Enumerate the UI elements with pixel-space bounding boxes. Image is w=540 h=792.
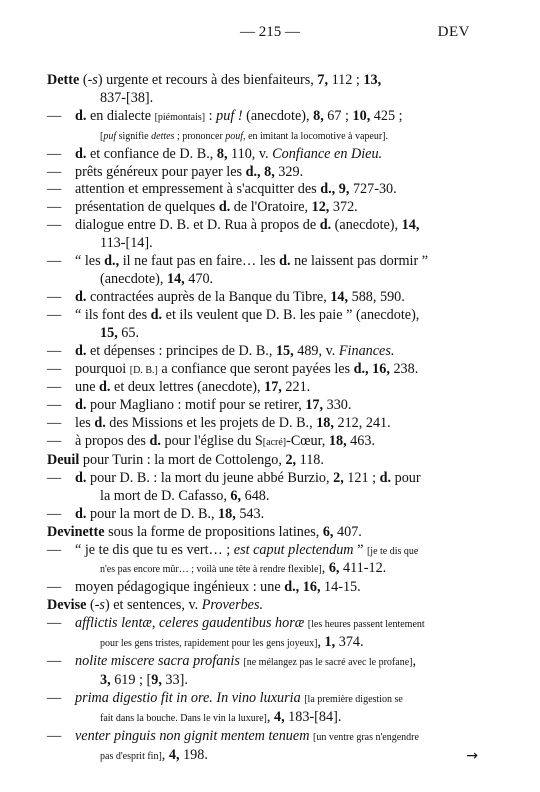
subentry: — afflictis lentæ, celeres gaudentibus horæ [les heures passent lentement — [47, 615, 425, 632]
subentry: — moyen pédagogique ingénieux : une d., 16, 14-15. — [47, 579, 361, 596]
volume-ref: d. — [379, 469, 392, 486]
text-run: ) urgente et recours à des bienfaiteurs, — [97, 72, 318, 88]
text-run: prêts généreux pour payer les — [75, 163, 246, 180]
volume-ref: 1, — [324, 634, 336, 651]
text-run: , — [412, 653, 417, 669]
text-run: 221. — [281, 379, 311, 396]
subentry: — nolite miscere sacra profanis [ne mélangez pas le sacré avec le profane], — [47, 653, 417, 669]
text-run: pour D. B. : la mort du jeune abbé Burzio, — [86, 469, 334, 486]
editorial-note: [piémontais] — [154, 111, 206, 123]
running-head: DEV — [437, 24, 470, 40]
subentry: — prima digestio fit in ore. In vino luxuria [la première digestion se — [47, 689, 403, 706]
volume-ref: 10, — [352, 107, 371, 124]
text-run: une — [75, 379, 100, 396]
editorial-note: [je te dis que — [366, 545, 419, 557]
note-line — [47, 127, 478, 146]
text-run: des Missions et les projets de D. B., — [105, 415, 317, 432]
italic-text: Finances. — [338, 342, 395, 359]
italic-text: prima digestio fit in ore. In vino luxuria — [75, 689, 301, 706]
volume-ref: d. — [75, 107, 87, 124]
editorial-note: n'es pas encore mûr… ; voilà une tête à rendre flexible] — [100, 564, 322, 576]
editorial-note: signifie — [116, 130, 152, 142]
subentry: — venter pinguis non gignit mentem tenuem [un ventre gras n'engendre — [47, 727, 419, 744]
text-run: 489, v. — [293, 342, 339, 359]
volume-ref: 18, — [218, 505, 236, 522]
subentry: — d. contractées auprès de la Banque du Tibre, 14, 588, 590. — [47, 288, 405, 305]
editorial-note: [ — [100, 130, 104, 142]
text-run: 112 ; — [328, 72, 364, 88]
text-run: pour la mort de D. B., — [86, 505, 219, 522]
editorial-note: [ne mélangez pas le sacré avec le profane] — [243, 657, 413, 668]
text-run: 118. — [296, 452, 324, 469]
text-run: ne laissent pas dormir ” — [290, 253, 429, 270]
volume-ref: 6, — [328, 560, 340, 577]
subentry: — d. pour D. B. : la mort du jeune abbé Burzio, 2, 121 ; d. pour — [47, 469, 421, 486]
text-run: attention et empressement à s'acquitter des — [75, 181, 321, 198]
index-body — [47, 72, 478, 765]
text-run: , — [321, 560, 329, 577]
continuation-line — [47, 325, 478, 343]
volume-ref: d. — [218, 199, 231, 216]
italic-text: Confiance en Dieu. — [272, 145, 383, 162]
page-number: — 215 — — [240, 24, 300, 40]
text-run: ) et sentences, v. — [104, 597, 202, 614]
entry-dette — [47, 72, 478, 452]
editorial-note: puf — [103, 130, 117, 142]
text-run: 329. — [274, 163, 304, 180]
volume-ref: d. — [149, 433, 161, 450]
text-run: , — [317, 634, 325, 651]
volume-ref: d. — [99, 379, 111, 396]
volume-ref: 6, — [322, 523, 334, 540]
headword-line — [47, 597, 478, 615]
entry-devinette — [47, 524, 478, 598]
volume-ref: 9, — [151, 671, 162, 688]
continuation-line — [47, 634, 478, 653]
volume-ref: Deuil — [47, 452, 80, 469]
subentry: — d. et dépenses : principes de D. B., 15, 489, v. Finances. — [47, 342, 395, 359]
text-run: de l'Oratoire, — [230, 199, 312, 216]
text-run: pourquoi — [75, 360, 130, 377]
volume-ref: d. — [319, 217, 332, 234]
volume-ref: 14, — [166, 270, 185, 287]
volume-ref: 18, — [316, 415, 334, 432]
text-run: 727-30. — [349, 181, 397, 198]
text-run: (anecdote), — [242, 107, 314, 124]
text-run: contractées auprès de la Banque du Tibre, — [86, 288, 331, 305]
text-run: 33]. — [161, 671, 188, 688]
volume-ref: Devinette — [47, 523, 105, 540]
volume-ref: 18, — [328, 433, 347, 450]
text-run: 543. — [235, 505, 265, 522]
volume-ref: d. — [75, 145, 87, 162]
italic-text: -s — [94, 597, 105, 614]
volume-ref: 13, — [363, 72, 382, 88]
text-run: pour Turin : la mort de Cottolengo, — [79, 452, 286, 469]
text-run: et deux lettres (anecdote), — [110, 379, 265, 396]
editorial-note: [les heures passent lentement — [307, 619, 425, 631]
text-run: 411-12. — [339, 560, 387, 577]
editorial-note: en imitant la locomotive à vapeur]. — [245, 130, 389, 142]
volume-ref: d., — [104, 253, 120, 270]
italic-text: Proverbes. — [201, 597, 264, 614]
volume-ref: d., — [320, 181, 336, 198]
volume-ref: 6, — [230, 487, 242, 504]
text-run: 425 ; — [370, 107, 403, 124]
text-run: et ils veulent que D. B. les paie ” (anecdote), — [162, 306, 420, 323]
subentry: — d. et confiance de D. B., 8, 110, v. Confiance en Dieu. — [47, 145, 383, 162]
text-run: ( — [79, 72, 88, 88]
text-run: , — [161, 746, 169, 763]
volume-ref: 7, — [317, 72, 329, 88]
volume-ref: d. — [75, 505, 87, 522]
text-run: ( — [86, 597, 95, 614]
italic-text: puf ! — [216, 107, 243, 124]
editorial-note: pour les gens tristes, rapidement pour les gens joyeux] — [100, 638, 318, 650]
volume-ref: 17, — [305, 397, 324, 414]
text-run: les — [75, 415, 95, 432]
text-run: il ne faut pas en faire… les — [119, 253, 280, 270]
volume-ref: 15, — [100, 324, 118, 341]
text-run: et confiance de D. B., — [86, 145, 217, 162]
text-run: dialogue entre D. B. et D. Rua à propos de — [75, 217, 320, 234]
text-run: -Cœur, — [286, 433, 329, 450]
volume-ref: 14, — [401, 217, 420, 234]
text-run: pour l'église du S — [160, 433, 263, 450]
text-run: pour Magliano : motif pour se retirer, — [86, 397, 306, 414]
continuation-line — [47, 90, 478, 108]
volume-ref: 15, — [275, 342, 294, 359]
editorial-note: [la première digestion se — [304, 693, 403, 705]
text-run: a confiance que seront payées les — [157, 360, 354, 377]
subentry: — les d. des Missions et les projets de D. B., 18, 212, 241. — [47, 415, 391, 432]
editorial-note: pas d'esprit fin] — [100, 750, 162, 762]
text-run: 238. — [389, 360, 419, 377]
volume-ref: 2, — [285, 452, 297, 469]
editorial-note: [acré] — [262, 437, 287, 449]
continuation-line — [47, 488, 478, 506]
text-run: 65. — [117, 324, 140, 341]
continuation-line — [47, 271, 478, 289]
continuation-line — [47, 672, 478, 690]
text-run: 470. — [184, 270, 214, 287]
text-run: moyen pédagogique ingénieux : une — [75, 579, 285, 596]
text-run: , — [266, 708, 274, 725]
text-run: (anecdote), — [331, 217, 402, 234]
text-run: “ je te dis que tu es vert… ; — [75, 541, 234, 558]
editorial-note: ; prononcer — [174, 130, 226, 142]
subentry: — “ les d., il ne faut pas en faire… les d. ne laissent pas dormir ” — [47, 253, 429, 270]
italic-text: nolite miscere sacra profanis — [75, 653, 240, 669]
subentry: — à propos des d. pour l'église du S[acré]-Cœur, 18, 463. — [47, 433, 375, 450]
volume-ref: 16, — [302, 579, 321, 596]
text-run: 463. — [346, 433, 375, 450]
volume-ref: 17, — [264, 379, 282, 396]
text-run: 110, v. — [227, 145, 273, 162]
text-run: à propos des — [75, 433, 150, 450]
italic-text: venter pinguis non gignit mentem tenuem — [75, 727, 310, 744]
text-run: : — [205, 107, 217, 124]
subentry: — d. en dialecte [piémontais] : puf ! (anecdote), 8, 67 ; 10, 425 ; — [47, 107, 403, 124]
text-run: (anecdote), — [100, 270, 167, 287]
text-run: la mort de D. Cafasso, — [100, 487, 231, 504]
text-run: pour — [391, 469, 421, 486]
text-run: 212, 241. — [333, 415, 391, 432]
text-run: 837-[38]. — [100, 89, 154, 106]
volume-ref: d. — [75, 288, 87, 305]
editorial-note: pouf, — [225, 130, 246, 142]
volume-ref: d. — [279, 253, 291, 270]
volume-ref: 14, — [330, 288, 349, 305]
volume-ref: d., — [284, 579, 300, 596]
subentry: — attention et empressement à s'acquitter des d., 9, 727-30. — [47, 181, 397, 198]
volume-ref: 12, — [311, 199, 330, 216]
subentry: — d. pour Magliano : motif pour se retirer, 17, 330. — [47, 397, 352, 414]
subentry: — dialogue entre D. B. et D. Rua à propos de d. (anecdote), 14, — [47, 217, 420, 234]
text-run: 330. — [323, 397, 352, 414]
volume-ref: Dette — [47, 72, 80, 88]
entry-deuil — [47, 452, 478, 524]
continuation-line — [47, 560, 478, 579]
volume-ref: d. — [75, 469, 87, 486]
text-run: 372. — [329, 199, 358, 216]
italic-text: est caput plectendum — [233, 541, 354, 558]
text-run: ” — [353, 541, 367, 558]
subentry: — “ ils font des d. et ils veulent que D. B. les paie ” (anecdote), — [47, 306, 420, 323]
subentry: — “ je te dis que tu es vert… ; est caput plectendum ” [je te dis que — [47, 541, 419, 558]
text-run: “ les — [75, 253, 105, 270]
entry-devise — [47, 597, 478, 765]
volume-ref: 4, — [273, 708, 285, 725]
volume-ref: 9, — [338, 181, 350, 198]
headword-line — [47, 452, 478, 470]
text-run: en dialecte — [86, 107, 155, 124]
volume-ref: 8, — [216, 145, 228, 162]
continuation-line — [47, 709, 478, 728]
text-run: et dépenses : principes de D. B., — [86, 342, 276, 359]
text-run: 374. — [335, 634, 364, 651]
volume-ref: 2, — [333, 469, 344, 486]
text-run: 121 ; — [343, 469, 380, 486]
volume-ref: d., — [353, 360, 369, 377]
text-run: 619 ; [ — [110, 671, 152, 688]
text-run: 113-[14]. — [100, 235, 153, 252]
volume-ref: d. — [150, 306, 163, 323]
italic-text: -s — [87, 72, 98, 88]
volume-ref: d., — [245, 163, 261, 180]
subentry: — pourquoi [D. B.] a confiance que seront payées les d., 16, 238. — [47, 360, 419, 377]
text-run: 407. — [333, 523, 362, 540]
text-run: “ ils font des — [75, 306, 151, 323]
volume-ref: d. — [75, 397, 87, 414]
editorial-note: [un ventre gras n'engendre — [313, 731, 419, 743]
volume-ref: d. — [75, 342, 87, 359]
text-run: 198. — [179, 746, 208, 763]
volume-ref: 8, — [313, 107, 324, 124]
volume-ref: 16, — [372, 360, 390, 377]
text-run: présentation de quelques — [75, 199, 219, 216]
editorial-note: fait dans la bouche. Dans le vin la luxure] — [100, 712, 267, 724]
volume-ref: 3, — [100, 671, 111, 688]
subentry: — prêts généreux pour payer les d., 8, 329. — [47, 163, 304, 180]
subentry: — une d. et deux lettres (anecdote), 17, 221. — [47, 379, 311, 396]
headword-line — [47, 72, 478, 90]
headword-line — [47, 524, 478, 542]
volume-ref: Devise — [47, 597, 87, 614]
volume-ref: 4, — [168, 746, 180, 763]
volume-ref: 8, — [264, 163, 275, 180]
continuation-line — [47, 235, 478, 253]
text-run: 14-15. — [320, 579, 361, 596]
text-run: 67 ; — [323, 107, 353, 124]
subentry: — d. pour la mort de D. B., 18, 543. — [47, 505, 265, 522]
text-run: 588, 590. — [348, 288, 405, 305]
subentry: — présentation de quelques d. de l'Oratoire, 12, 372. — [47, 199, 358, 216]
volume-ref: d. — [94, 415, 106, 432]
editorial-note: [D. B.] — [129, 364, 158, 376]
text-run: sous la forme de propositions latines, — [104, 523, 323, 540]
text-run: 648. — [241, 487, 270, 504]
italic-text: afflictis lentæ, celeres gaudentibus horæ — [75, 615, 305, 632]
continues-arrow-icon: → — [466, 747, 478, 764]
text-run: 183-[84]. — [284, 708, 342, 725]
continuation-line — [47, 747, 478, 766]
editorial-note: dettes — [151, 130, 175, 142]
